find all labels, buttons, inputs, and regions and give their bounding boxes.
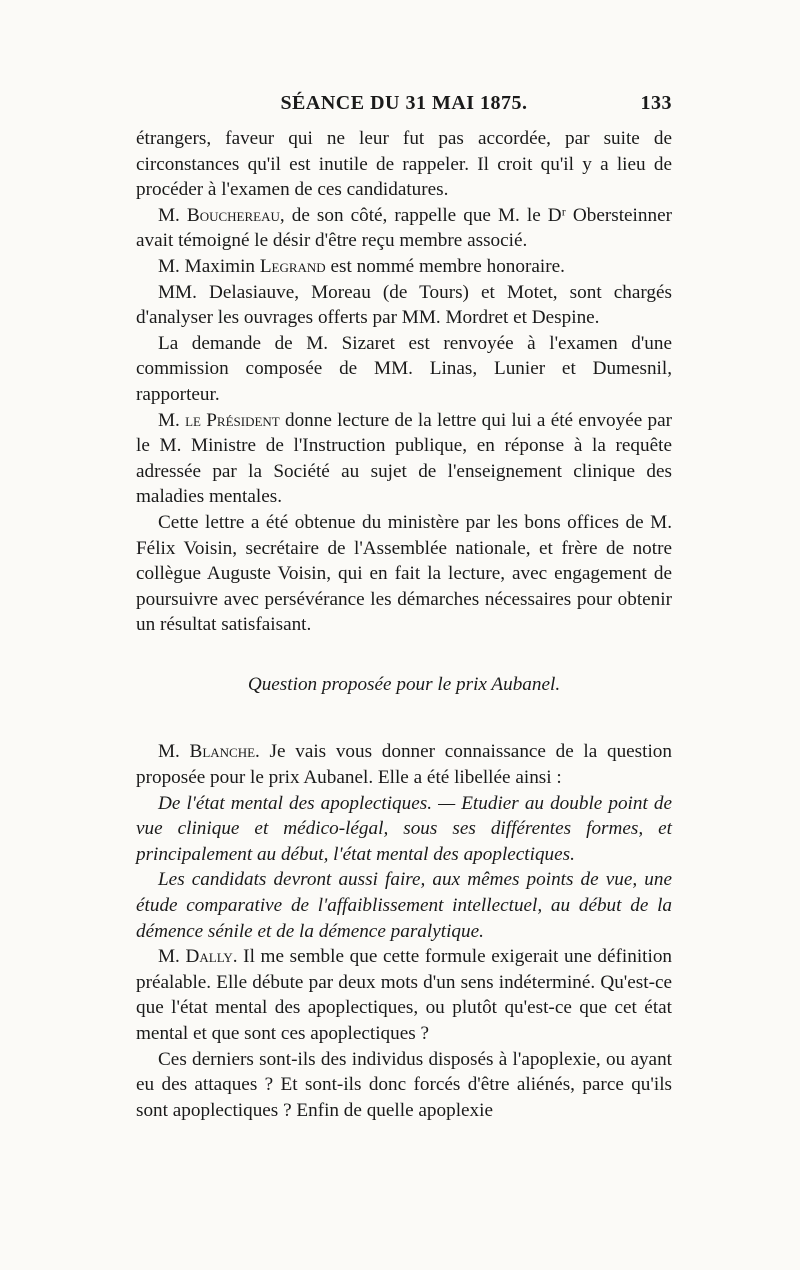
paragraph-text: donne lecture de la lettre qui lui a été envoyée par le M. Ministre de l'Instruction publique, en réponse à la requête adressée par la Société au sujet de l'enseignement clinique des maladies mentales.: [136, 409, 672, 508]
paragraph-text: Il me semble que cette formule exigerait une définition préalable. Elle débute par deux mots d'un sens indéterminé. Qu'est-ce que l'état mental des apoplectiques, ou plutôt qu'est-ce que cet état mental et que sont ces apoplectiques ?: [136, 946, 673, 1044]
paragraph: Cette lettre a été obtenue du ministère par les bons offices de M. Félix Voisin, secrétaire de l'Assemblée nationale, et frère de notre collègue Auguste Voisin, qui en fait la lecture, avec engagement de poursuivre avec persévérance les démarches nécessaires pour obtenir un résultat satisfaisant.: [136, 511, 672, 636]
paragraph: MM. Delasiauve, Moreau (de Tours) et Motet, sont chargés d'analyser les ouvrages offerts par MM. Mordret et Despine.: [136, 281, 672, 329]
paragraph-text: de son côté, rappelle que M. le Dʳ Obersteinner avait témoigné le désir d'être reçu membre associé.: [136, 204, 672, 252]
speaker-name: M. Bouchereau,: [158, 204, 285, 226]
paragraph: étrangers, faveur qui ne leur fut pas accordée, par suite de circonstances qu'il est inutile de rappeler. Il croit qu'il y a lieu de procéder à l'examen de ces candidatures.: [136, 128, 672, 201]
speaker-name: Legrand: [259, 255, 326, 277]
section-heading: Question proposée pour le prix Aubanel.: [247, 673, 561, 695]
paragraph: Ces derniers sont-ils des individus disposés à l'apoplexie, ou ayant eu des attaques ? Et sont-ils donc forcés d'être aliénés, parce qu'ils sont apoplectiques ? Enfin de quelle apoplexie: [136, 1048, 672, 1121]
running-header: [136, 92, 672, 122]
paragraph: [136, 203, 672, 254]
paragraph: [136, 254, 672, 280]
speaker-name: M. le Président: [158, 409, 280, 431]
question-text: Les candidats devront aussi faire, aux mêmes points de vue, une étude comparative de l'affaiblissement intellectuel, au début de la démence sénile et de la démence paralytique.: [136, 869, 672, 942]
speaker-name: M. Dally.: [158, 946, 238, 968]
paragraph-text: Je vais vous donner connaissance de la question proposée pour le prix Aubanel. Elle a été libellée ainsi :: [136, 741, 672, 789]
paragraph-text: M. Maximin: [158, 255, 260, 277]
paragraph: La demande de M. Sizaret est renvoyée à l'examen d'une commission composée de MM. Linas, Lunier et Dumesnil, rapporteur.: [136, 332, 672, 405]
paragraph: [136, 408, 672, 510]
speaker-name: M. Blanche.: [158, 741, 260, 763]
running-title: SÉANCE DU 31 MAI 1875.: [280, 92, 528, 114]
question-text: De l'état mental des apoplectiques. — Etudier au double point de vue clinique et médico-légal, sous ses différentes formes, et principalement au début, l'état mental des apoplectiques.: [136, 792, 672, 865]
paragraph: [136, 944, 672, 1046]
body-text: [136, 126, 672, 1123]
paragraph: [136, 739, 672, 790]
page-number: 133: [640, 92, 672, 114]
paragraph-text: est nommé membre honoraire.: [325, 255, 565, 277]
